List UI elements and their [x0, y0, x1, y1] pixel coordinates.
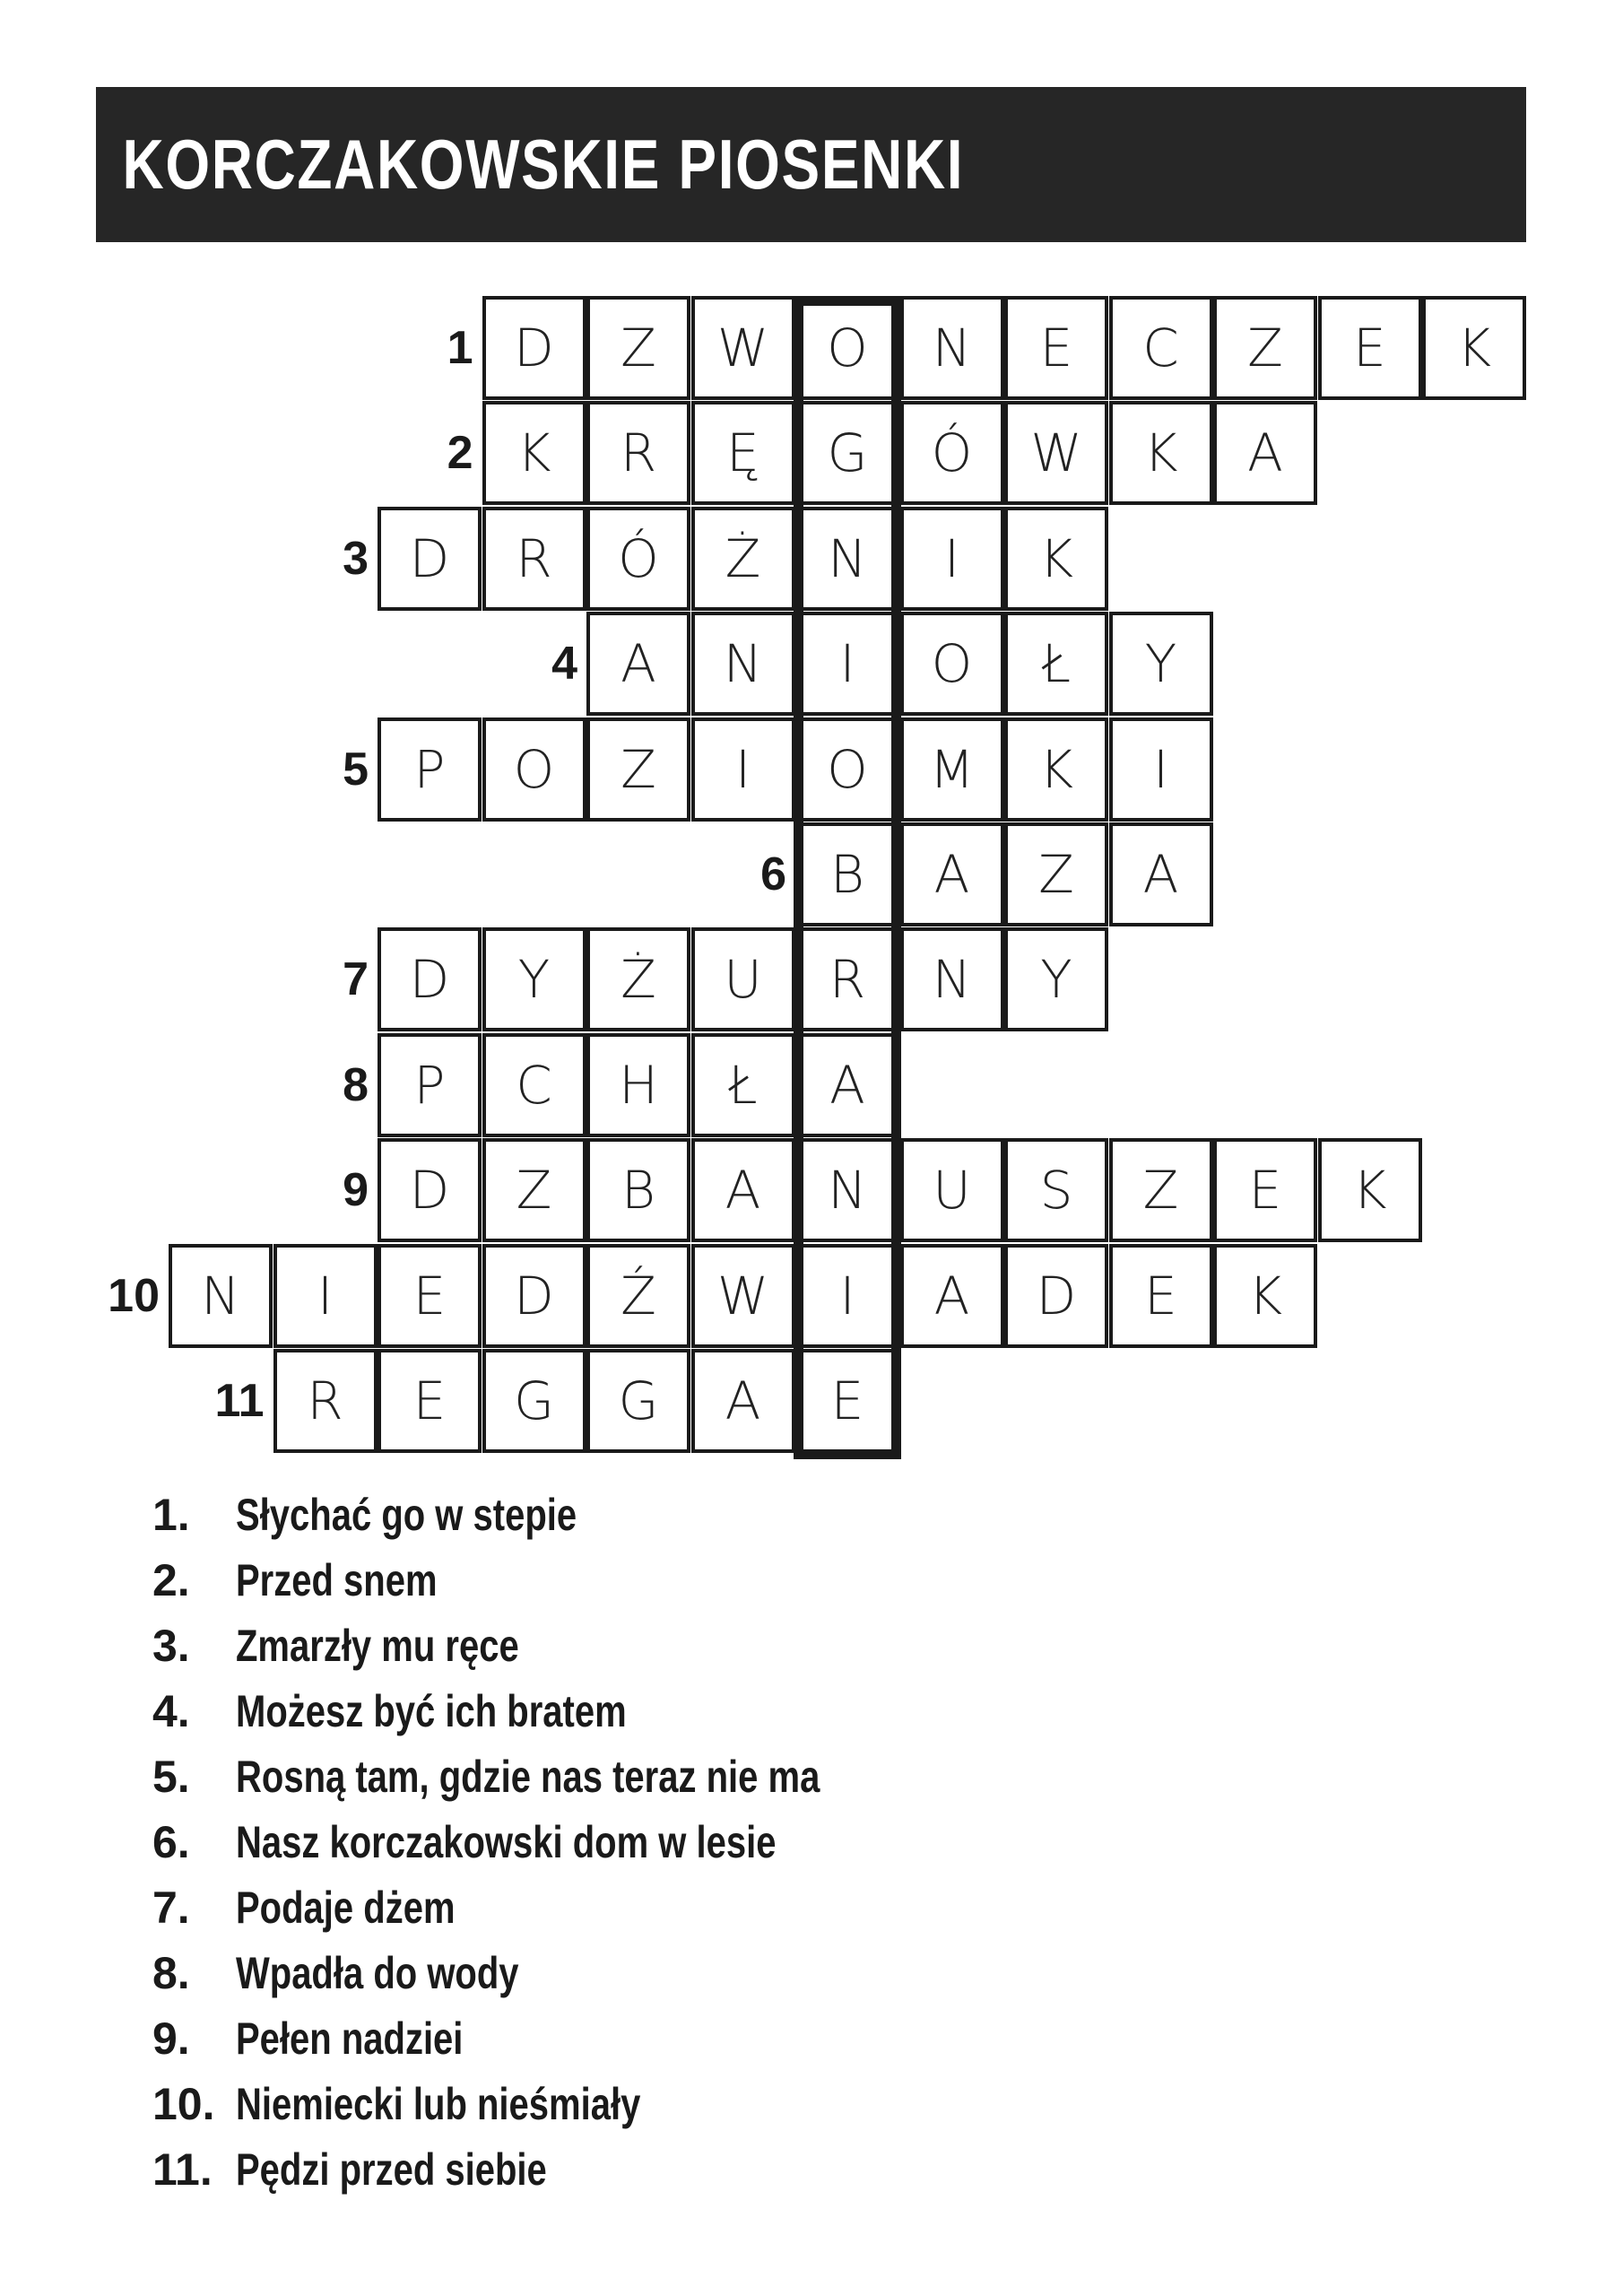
row-number-6: 6 [760, 848, 786, 900]
row-number-3: 3 [343, 532, 369, 585]
crossword-cell[interactable]: A [1213, 401, 1317, 505]
crossword-cell[interactable]: N [169, 1244, 273, 1348]
crossword-cell[interactable]: N [900, 296, 1004, 400]
clue-text: Pełen nadziei [236, 2013, 464, 2064]
clue-text: Zmarzły mu ręce [236, 1620, 519, 1671]
crossword-cell[interactable]: E [378, 1244, 482, 1348]
crossword-cell[interactable]: K [482, 401, 586, 505]
row-number-4: 4 [551, 638, 577, 691]
crossword-cell[interactable]: D [1004, 1244, 1108, 1348]
clue-list [152, 1482, 966, 2202]
crossword-cell[interactable]: B [586, 1138, 690, 1242]
crossword-cell[interactable]: D [482, 1244, 586, 1348]
row-number-5: 5 [343, 743, 369, 796]
crossword-cell[interactable]: Y [482, 927, 586, 1031]
crossword-cell[interactable]: G [586, 1349, 690, 1453]
clue-text: Możesz być ich bratem [236, 1685, 627, 1736]
crossword-cell[interactable]: Ł [691, 1033, 795, 1137]
crossword-cell[interactable]: G [795, 401, 899, 505]
row-number-11: 11 [214, 1375, 265, 1427]
crossword-cell[interactable]: A [900, 822, 1004, 926]
crossword-cell[interactable]: Ó [900, 401, 1004, 505]
clue-text: Pędzi przed siebie [236, 2144, 547, 2195]
crossword-cell[interactable]: D [378, 927, 482, 1031]
crossword-cell[interactable]: A [586, 612, 690, 716]
clue-number: 5. [152, 1751, 190, 1802]
crossword-cell[interactable]: N [795, 507, 899, 611]
crossword-cell[interactable]: K [1004, 718, 1108, 822]
row-number-9: 9 [343, 1164, 369, 1217]
crossword-cell[interactable]: R [273, 1349, 378, 1453]
crossword-cell[interactable]: Y [1004, 927, 1108, 1031]
crossword-cell[interactable]: D [482, 296, 586, 400]
page-title: KORCZAKOWSKIE PIOSENKI [122, 125, 965, 204]
crossword-cell[interactable]: O [482, 718, 586, 822]
crossword-cell[interactable]: W [1004, 401, 1108, 505]
clue-text: Wpadła do wody [236, 1947, 519, 1998]
clue-number: 2. [152, 1554, 190, 1605]
crossword-cell[interactable]: N [795, 1138, 899, 1242]
clue-text: Podaje dżem [236, 1882, 456, 1933]
crossword-cell[interactable]: P [378, 1033, 482, 1137]
clue-text: Rosną tam, gdzie nas teraz nie ma [236, 1751, 820, 1802]
crossword-cell[interactable]: M [900, 718, 1004, 822]
crossword-cell[interactable]: A [795, 1033, 899, 1137]
clue-number: 10. [152, 2078, 215, 2129]
crossword-cell[interactable]: I [795, 1244, 899, 1348]
crossword-cell[interactable]: E [378, 1349, 482, 1453]
crossword-cell[interactable]: I [1109, 718, 1213, 822]
clue-item [152, 2071, 966, 2136]
crossword-cell[interactable]: Z [586, 296, 690, 400]
clue-item [152, 2136, 966, 2202]
crossword-cell[interactable]: B [795, 822, 899, 926]
clue-item [152, 1678, 966, 1744]
crossword-cell[interactable]: A [691, 1349, 795, 1453]
row-number-10: 10 [108, 1269, 160, 1322]
crossword-cell[interactable]: Z [1213, 296, 1317, 400]
title-banner [96, 87, 1526, 242]
clue-number: 8. [152, 1947, 190, 1998]
crossword-cell[interactable]: Ż [691, 507, 795, 611]
crossword-cell[interactable]: K [1004, 507, 1108, 611]
crossword-cell[interactable]: N [900, 927, 1004, 1031]
crossword-cell[interactable]: G [482, 1349, 586, 1453]
crossword-cell[interactable]: Ł [1004, 612, 1108, 716]
crossword-cell[interactable]: Z [1004, 822, 1108, 926]
clue-text: Nasz korczakowski dom w lesie [236, 1816, 777, 1867]
clue-number: 1. [152, 1489, 190, 1540]
crossword-cell[interactable]: E [1213, 1138, 1317, 1242]
crossword-cell[interactable]: I [273, 1244, 378, 1348]
crossword-cell[interactable]: U [900, 1138, 1004, 1242]
crossword-cell[interactable]: D [378, 1138, 482, 1242]
clue-number: 3. [152, 1620, 190, 1671]
crossword-cell[interactable]: P [378, 718, 482, 822]
clue-item [152, 2005, 966, 2071]
crossword-cell[interactable]: E [795, 1349, 899, 1453]
crossword-cell[interactable]: R [586, 401, 690, 505]
crossword-cell[interactable]: A [691, 1138, 795, 1242]
clue-item [152, 1809, 966, 1874]
clue-number: 11. [152, 2144, 213, 2195]
crossword-cell[interactable]: A [900, 1244, 1004, 1348]
clue-number: 6. [152, 1816, 190, 1867]
crossword-cell[interactable]: O [795, 296, 899, 400]
crossword-cell[interactable]: Ź [586, 1244, 690, 1348]
crossword-cell[interactable]: Y [1109, 612, 1213, 716]
crossword-cell[interactable]: Ę [691, 401, 795, 505]
crossword-cell[interactable]: W [691, 296, 795, 400]
row-number-2: 2 [447, 427, 473, 480]
crossword-cell[interactable]: I [795, 612, 899, 716]
row-number-8: 8 [343, 1058, 369, 1111]
crossword-cell[interactable]: D [378, 507, 482, 611]
crossword-cell[interactable]: K [1109, 401, 1213, 505]
crossword-cell[interactable]: H [586, 1033, 690, 1137]
crossword-cell[interactable]: C [1109, 296, 1213, 400]
clue-number: 4. [152, 1685, 190, 1736]
crossword-cell[interactable]: R [482, 507, 586, 611]
crossword-cell[interactable]: Z [482, 1138, 586, 1242]
row-number-7: 7 [343, 953, 369, 1006]
clue-item [152, 1744, 966, 1809]
crossword-cell[interactable]: I [900, 507, 1004, 611]
clue-item [152, 1613, 966, 1678]
crossword-cell[interactable]: E [1109, 1244, 1213, 1348]
clue-item [152, 1547, 966, 1613]
crossword-cell[interactable]: Z [586, 718, 690, 822]
clue-text: Słychać go w stepie [236, 1489, 577, 1540]
crossword-cell[interactable]: K [1318, 1138, 1422, 1242]
crossword-cell[interactable]: I [691, 718, 795, 822]
crossword-cell[interactable]: N [691, 612, 795, 716]
crossword-cell[interactable]: A [1109, 822, 1213, 926]
row-number-1: 1 [447, 322, 473, 374]
crossword-cell[interactable]: Z [1109, 1138, 1213, 1242]
crossword-cell[interactable]: E [1318, 296, 1422, 400]
crossword-cell[interactable]: W [691, 1244, 795, 1348]
crossword-cell[interactable]: E [1004, 296, 1108, 400]
clue-number: 7. [152, 1882, 190, 1933]
clue-text: Przed snem [236, 1554, 438, 1605]
crossword-cell[interactable]: C [482, 1033, 586, 1137]
crossword-cell[interactable]: K [1213, 1244, 1317, 1348]
crossword-cell[interactable]: Ż [586, 927, 690, 1031]
crossword-cell[interactable]: S [1004, 1138, 1108, 1242]
crossword-cell[interactable]: O [900, 612, 1004, 716]
clue-item [152, 1874, 966, 1940]
clue-number: 9. [152, 2013, 190, 2064]
crossword-cell[interactable]: O [795, 718, 899, 822]
clue-item [152, 1940, 966, 2005]
crossword-cell[interactable]: U [691, 927, 795, 1031]
crossword-cell[interactable]: K [1422, 296, 1526, 400]
clue-text: Niemiecki lub nieśmiały [236, 2078, 641, 2129]
crossword-cell[interactable]: Ó [586, 507, 690, 611]
crossword-cell[interactable]: R [795, 927, 899, 1031]
clue-item [152, 1482, 966, 1547]
